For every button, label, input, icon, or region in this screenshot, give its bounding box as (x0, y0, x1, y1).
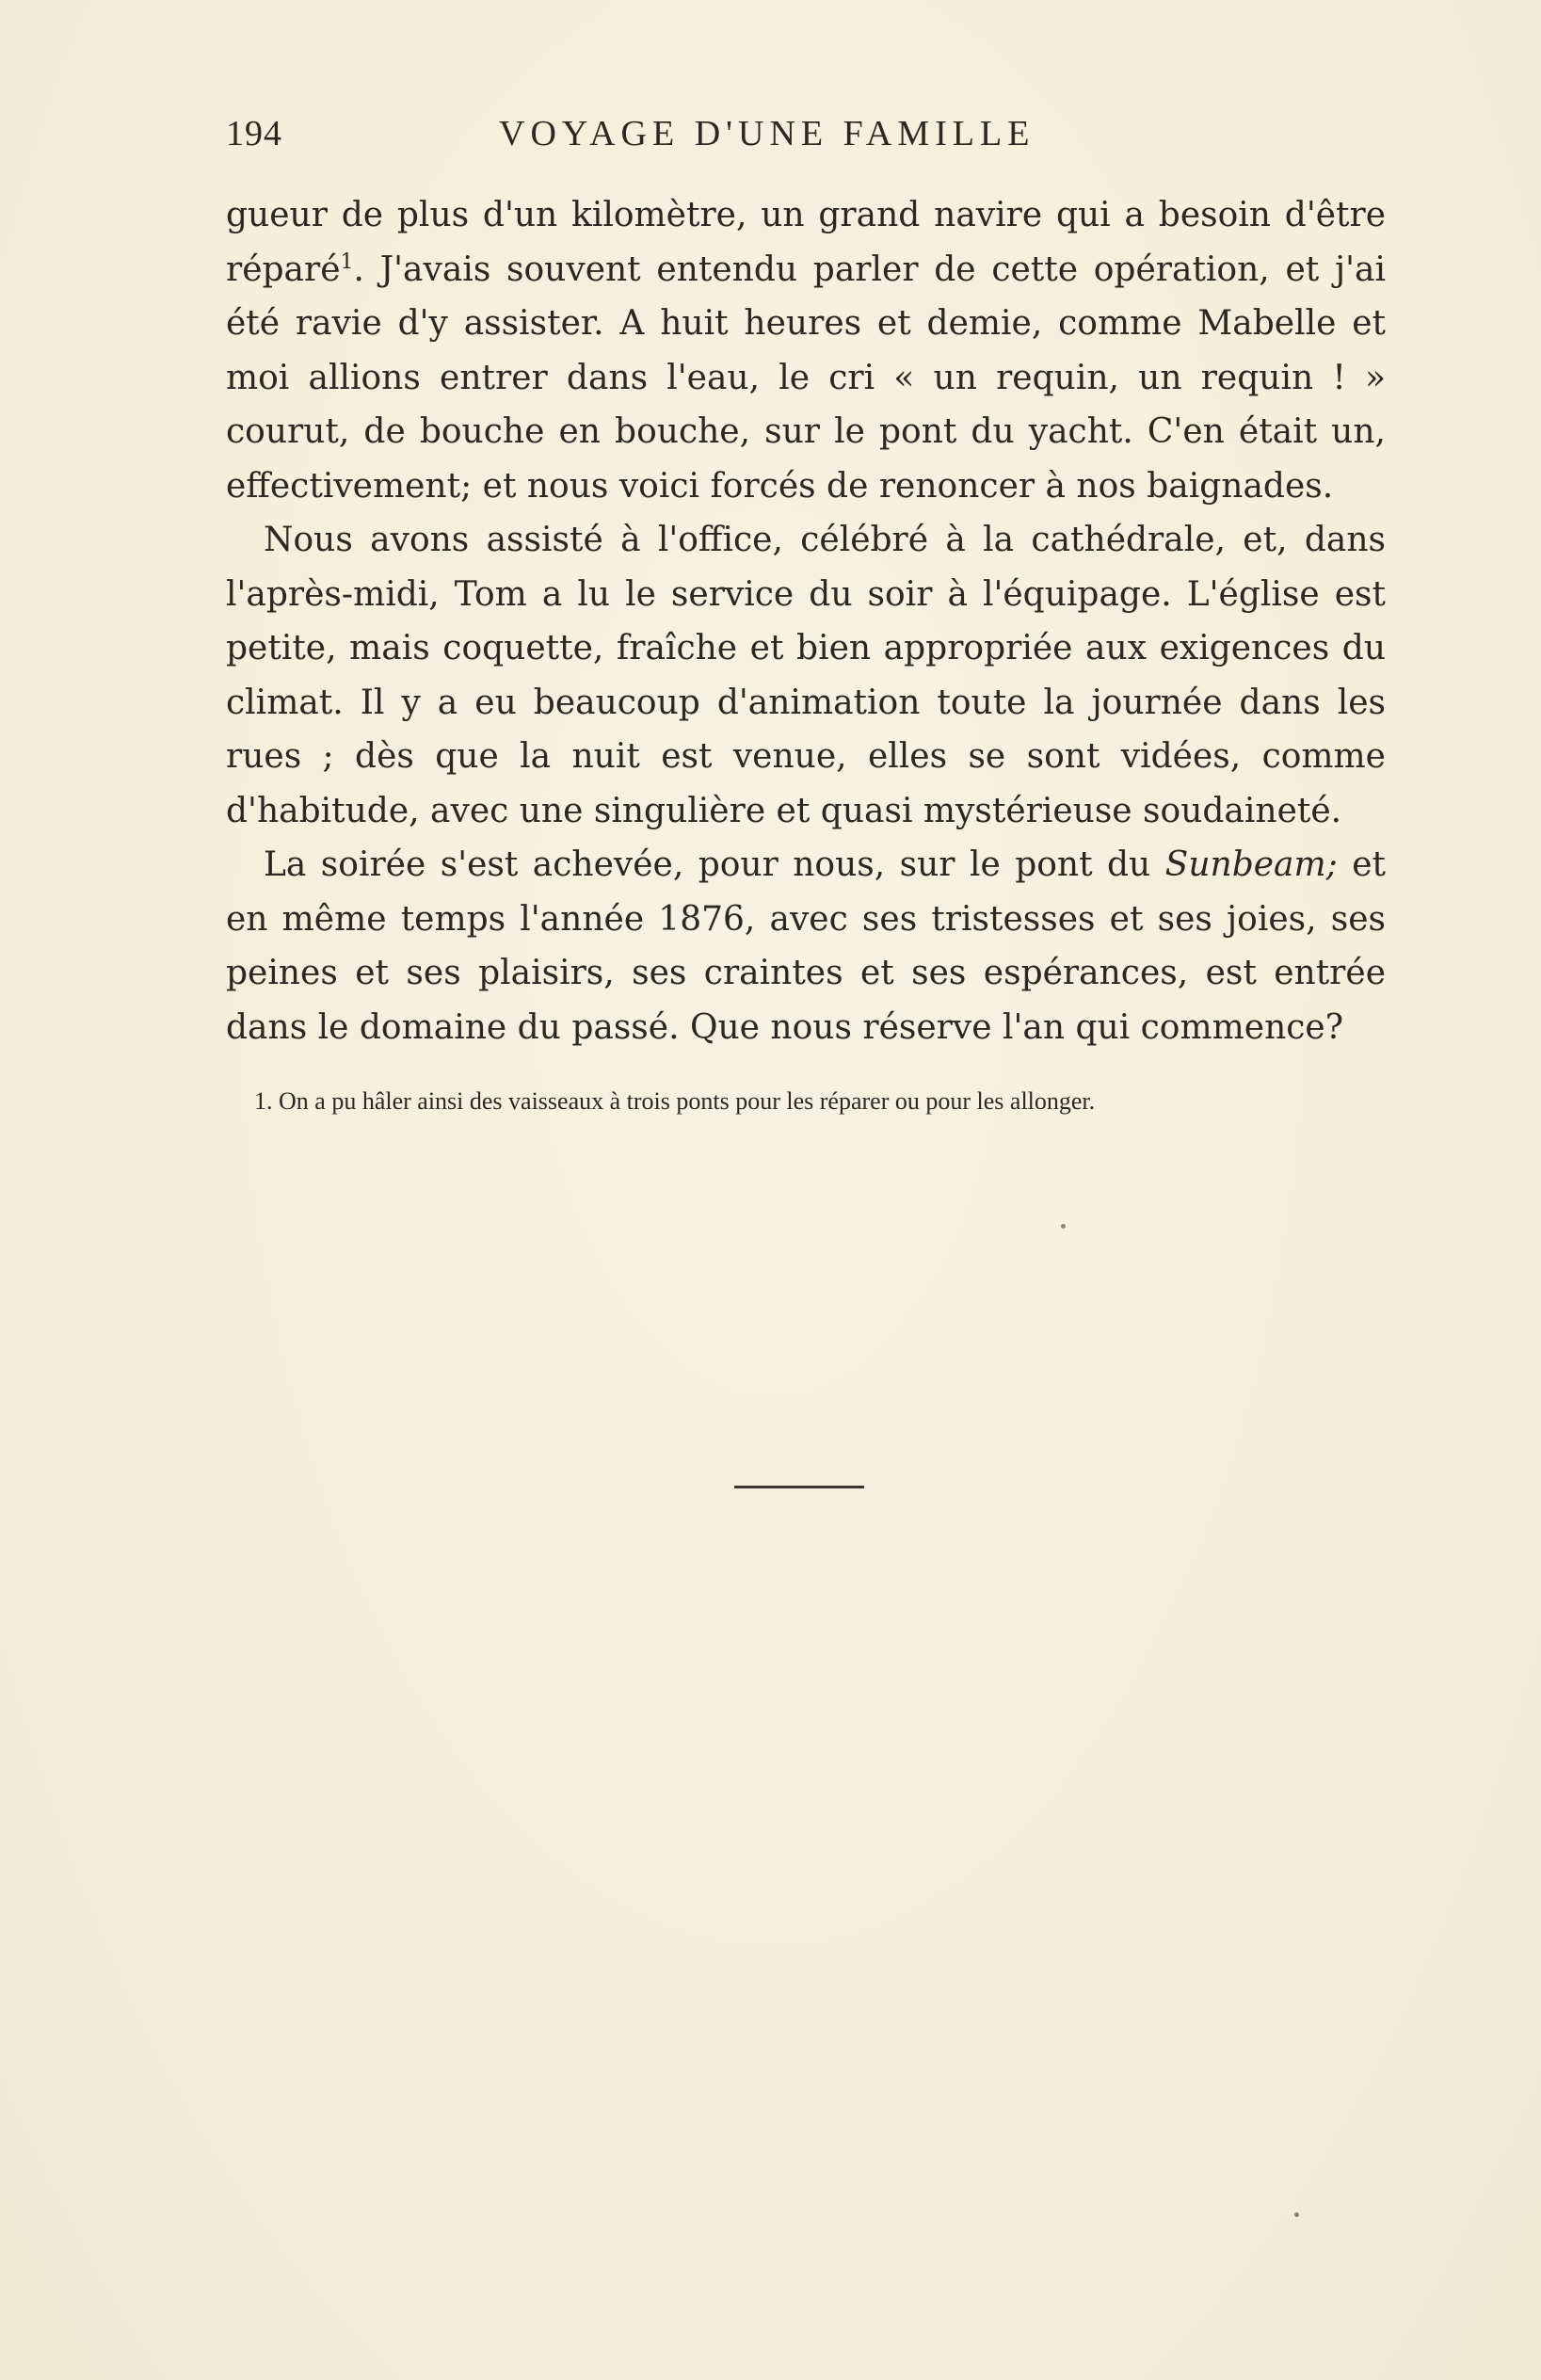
paper-speck (1061, 1224, 1066, 1229)
ship-name: Sunbeam; (1164, 845, 1338, 884)
paragraph-2: Nous avons assisté à l'office, célébré à la cathédrale, et, dans l'après-midi, Tom a lu le service du soir à l'équipage. L'église est petite, mais coquette, fraîche et bien appropriée aux exigences du climat. Il y a eu beaucoup d'animation toute la journée dans les rues ; dès que la nuit est venue, elles se sont vidées, comme d'habitude, avec une singulière et quasi mystérieuse soudaineté. (226, 521, 1386, 830)
body-text (226, 188, 1386, 1054)
paper-speck (1294, 2212, 1299, 2217)
paragraph-3-end: et en même temps l'année 1876, avec ses tristesses et ses joies, ses peines et ses plaisirs, ses craintes et ses espérances, est entrée dans le domaine du passé. Que nous réserve l'an qui commence? (226, 845, 1387, 1047)
paragraph-3 (226, 838, 1386, 1054)
page-number: 194 (226, 114, 282, 153)
paragraph-3-start: La soirée s'est achevée, pour nous, sur le pont du (264, 845, 1165, 884)
page-header (226, 113, 1393, 169)
paragraph-1-start: gueur de plus d'un kilomètre, un grand navire qui a besoin d'être réparé (226, 196, 1386, 289)
running-title: VOYAGE D'UNE FAMILLE (499, 114, 1035, 153)
end-rule (734, 1486, 864, 1488)
footnote-reference: 1 (340, 249, 354, 274)
footnote: 1. On a pu hâler ainsi des vaisseaux à trois ponts pour les réparer ou pour les allonger. (254, 1087, 1096, 1115)
paragraph-1 (226, 188, 1386, 513)
paragraph-1-end: . J'avais souvent entendu parler de cette opération, et j'ai été ravie d'y assister. A huit heures et demie, comme Mabelle et moi allions entrer dans l'eau, le cri « un requin, un requin ! » courut, de bouche en bouche, sur le pont du yacht. C'en était un, effectivement; et nous voici forcés de renoncer à nos baignades. (226, 249, 1386, 506)
